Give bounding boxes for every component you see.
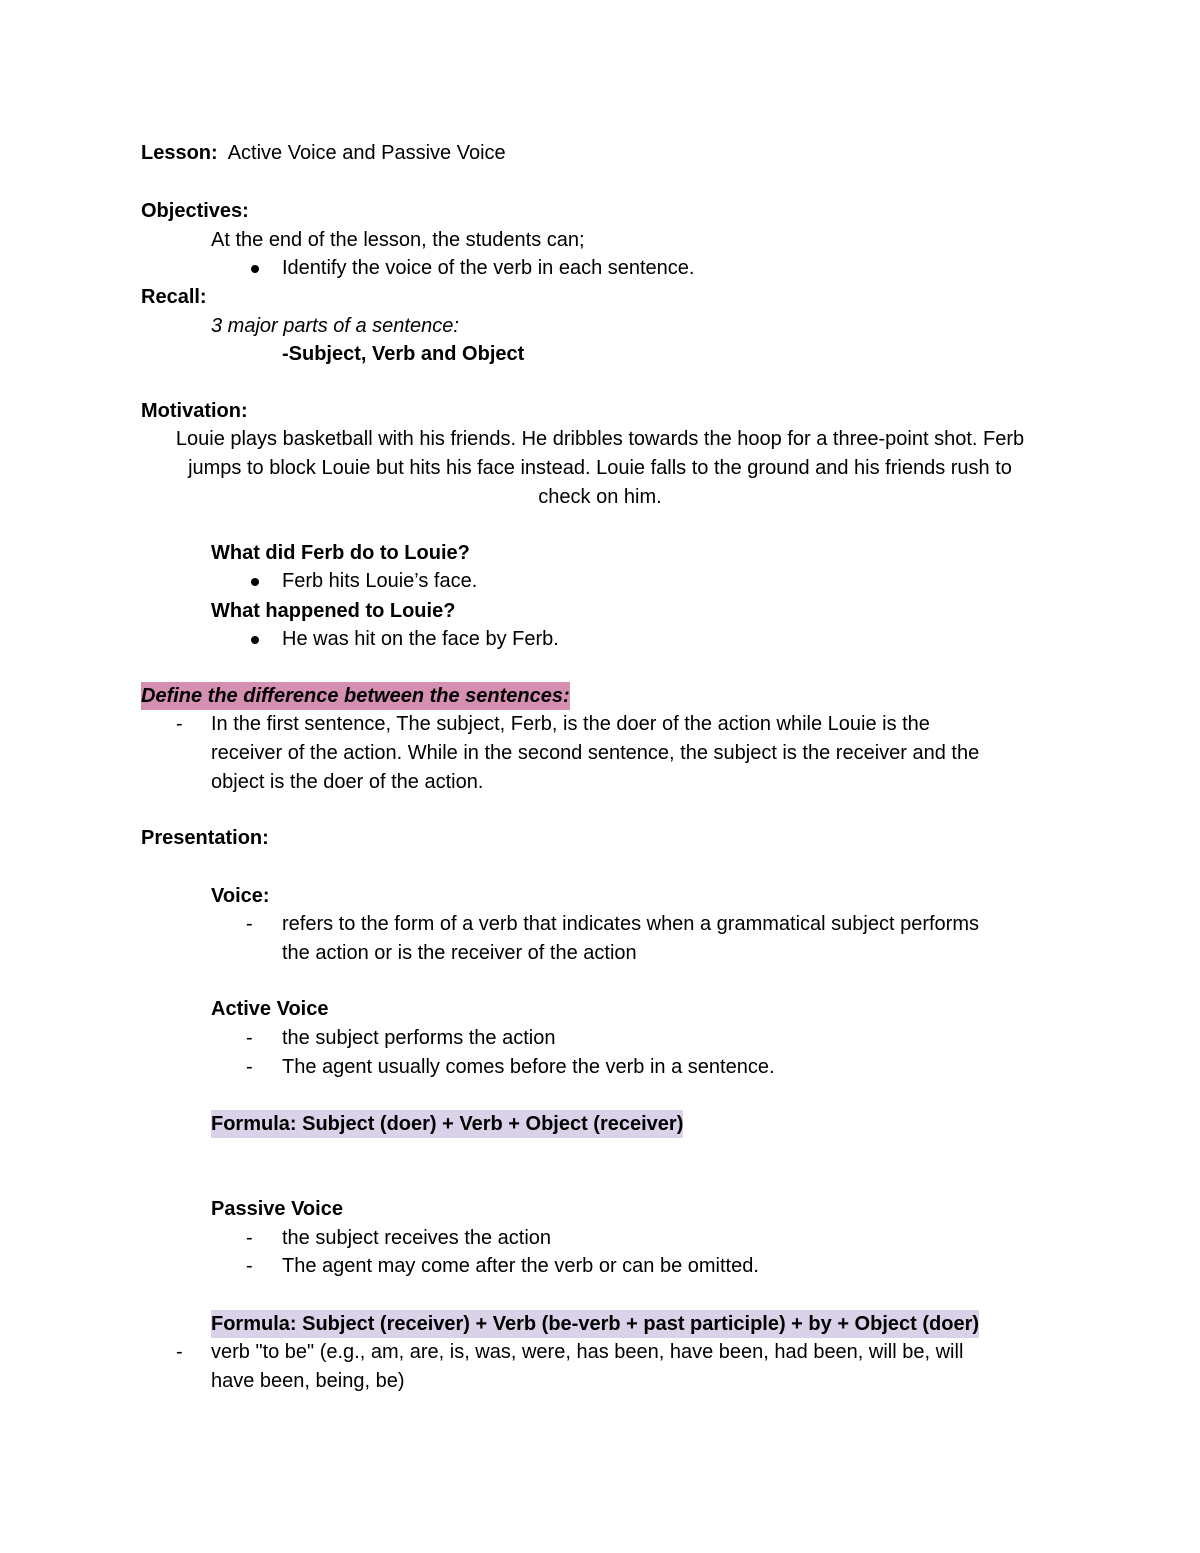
motivation-paragraph-line: jumps to block Louie but hits his face instead. Louie falls to the ground and his friends rush to [188, 457, 1012, 479]
voice-definition-line: refers to the form of a verb that indicates when a grammatical subject performs [282, 913, 979, 935]
lesson-line [141, 139, 506, 167]
recall-line-1: 3 major parts of a sentence: [211, 315, 459, 337]
active-voice-heading: Active Voice [211, 998, 329, 1020]
objective-item: Identify the voice of the verb in each sentence. [282, 257, 695, 279]
passive-voice-item: the subject receives the action [282, 1227, 552, 1249]
dash-marker: - [246, 1056, 253, 1078]
voice-definition-line: the action or is the receiver of the action [282, 942, 637, 964]
bullet-icon [251, 265, 259, 273]
objectives-intro: At the end of the lesson, the students can; [211, 229, 585, 251]
define-text-line: receiver of the action. While in the second sentence, the subject is the receiver and the [211, 742, 980, 764]
active-voice-item: the subject performs the action [282, 1027, 556, 1049]
answer-2: He was hit on the face by Ferb. [282, 628, 559, 650]
active-voice-formula: Formula: Subject (doer) + Verb + Object (receiver) [211, 1110, 683, 1138]
passive-voice-heading: Passive Voice [211, 1198, 343, 1220]
lesson-title: Active Voice and Passive Voice [227, 142, 506, 164]
define-heading: Define the difference between the sentences: [141, 682, 570, 710]
presentation-heading: Presentation: [141, 827, 269, 849]
recall-line-2: -Subject, Verb and Object [282, 343, 525, 365]
motivation-heading: Motivation: [141, 400, 248, 422]
lesson-label: Lesson: [141, 142, 218, 164]
objectives-heading: Objectives: [141, 200, 249, 222]
dash-marker: - [246, 1027, 253, 1049]
bullet-icon [251, 578, 259, 586]
question-1: What did Ferb do to Louie? [211, 542, 470, 564]
active-voice-item: The agent usually comes before the verb in a sentence. [282, 1056, 775, 1078]
question-2: What happened to Louie? [211, 600, 456, 622]
dash-marker: - [246, 1255, 253, 1277]
motivation-paragraph-line: check on him. [538, 486, 662, 508]
define-text-line: In the first sentence, The subject, Ferb, is the doer of the action while Louie is the [211, 713, 930, 735]
dash-marker: - [176, 1341, 183, 1363]
to-be-note-line: verb "to be" (e.g., am, are, is, was, were, has been, have been, had been, will be, will [211, 1341, 964, 1363]
motivation-paragraph-line: Louie plays basketball with his friends. He dribbles towards the hoop for a three-point shot. Ferb [175, 428, 1025, 450]
dash-marker: - [246, 1227, 253, 1249]
passive-voice-formula: Formula: Subject (receiver) + Verb (be-verb + past participle) + by + Object (doer) [211, 1310, 979, 1338]
bullet-icon [251, 636, 259, 644]
voice-heading: Voice: [211, 885, 270, 907]
passive-voice-item: The agent may come after the verb or can be omitted. [282, 1255, 759, 1277]
to-be-note-line: have been, being, be) [211, 1370, 405, 1392]
dash-marker: - [246, 913, 253, 935]
define-text-line: object is the doer of the action. [211, 771, 484, 793]
recall-heading: Recall: [141, 286, 207, 308]
answer-1: Ferb hits Louie’s face. [282, 570, 478, 592]
dash-marker: - [176, 713, 183, 735]
